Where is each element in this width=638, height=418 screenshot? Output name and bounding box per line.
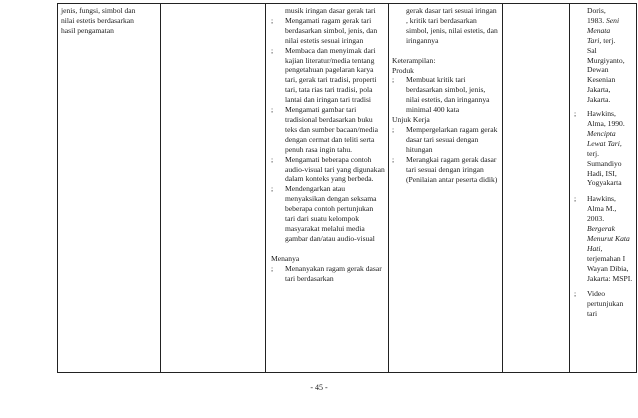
activity-item: ; Mendengarkan atau menyaksikan dengan seksama beberapa contoh pertunjukan tari dari suatu kelompok masyarakat melalui media gambar dan/atau audio-visual bbox=[271, 184, 377, 243]
reference-item: ; Video pertunjukan tari bbox=[574, 289, 624, 319]
bullet-mark: ; bbox=[271, 184, 274, 194]
competency-line: hasil pengamatan bbox=[61, 25, 114, 35]
assessment-item: gerak dasar tari sesuai iringan , kritik tari berdasarkan simbol, jenis, nilai estetis, dan iringannya bbox=[406, 6, 498, 45]
bullet-mark: ; bbox=[271, 105, 274, 115]
assessment-heading: Keterampilan: bbox=[392, 55, 436, 65]
assessment-item: ; Membuat kritik tari berdasarkan simbol, jenis, nilai estetis, dan iringannya minimal 400 kata bbox=[392, 75, 490, 115]
bullet-mark: ; bbox=[574, 109, 577, 119]
table-row bbox=[58, 4, 637, 373]
assessment-cell bbox=[389, 4, 503, 373]
bullet-mark: ; bbox=[574, 194, 577, 204]
bullet-mark: ; bbox=[392, 124, 395, 134]
bullet-mark: ; bbox=[271, 45, 274, 55]
learning-activity-cell bbox=[266, 4, 389, 373]
reference-item: ; Hawkins, Alma, 1990. Mencipta Lewat Tari, terj. Sumandiyo Hadi, ISI, Yogyakarta bbox=[574, 109, 625, 188]
bullet-mark: ; bbox=[392, 75, 395, 85]
activity-item: ; Mengamati gambar tari tradisional berdasarkan buku teks dan sumber bacaan/media dengan cermat dan teliti serta penuh rasa ingin tahu. bbox=[271, 105, 378, 154]
reference-item: Doris, 1983. Seni Menata Tari, terj. Sal Murgiyanto, Dewan Kesenian Jakarta, Jakarta. bbox=[587, 6, 625, 105]
assessment-heading: Unjuk Kerja bbox=[392, 115, 430, 125]
competency-cell bbox=[58, 4, 161, 373]
page-number: - 45 - bbox=[310, 383, 328, 392]
activity-item: ; Mengamati beberapa contoh audio-visual tari yang digunakan dalam konteks yang berbeda. bbox=[271, 154, 385, 184]
reference-item: ; Hawkins, Alma M., 2003. Bergerak Menurut Kata Hati, terjemahan I Wayan Dibia, Jakarta: MSPI. bbox=[574, 194, 633, 283]
activity-heading: Menanya bbox=[271, 253, 300, 263]
learning-sources-cell bbox=[570, 4, 637, 373]
activity-item: ; Membaca dan menyimak dari kajian literatur/media tentang pengetahuan pagelaran karya tari, gerak tari tradisi, properti tari, tata rias tari tradisi, pola lantai dan iringan tari tradisi bbox=[271, 45, 377, 105]
bullet-mark: ; bbox=[574, 289, 577, 299]
time-allocation-cell bbox=[503, 4, 570, 373]
assessment-heading: Produk bbox=[392, 65, 414, 75]
assessment-item: ; Merangkai ragam gerak dasar tari sesuai dengan iringan (Penilaian antar peserta didik) bbox=[392, 154, 498, 184]
bullet-mark: ; bbox=[271, 15, 274, 25]
competency-line: nilai estetis berdasarkan bbox=[61, 15, 134, 25]
activity-item: ; Menanyakan ragam gerak dasar tari berdasarkan bbox=[271, 263, 382, 283]
bullet-mark: ; bbox=[392, 154, 395, 164]
lesson-plan-table bbox=[57, 3, 637, 373]
activity-item: musik iringan dasar gerak tari bbox=[285, 6, 376, 15]
material-cell bbox=[161, 4, 266, 373]
competency-line: jenis, fungsi, simbol dan bbox=[61, 6, 136, 15]
activity-item: ; Mengamati ragam gerak tari berdasarkan simbol, jenis, dan nilai estetis sesuai iringan bbox=[271, 15, 378, 45]
bullet-mark: ; bbox=[271, 263, 274, 273]
assessment-item: ; Mempergelarkan ragam gerak dasar tari sesuai dengan hitungan bbox=[392, 124, 498, 154]
bullet-mark: ; bbox=[271, 154, 274, 164]
